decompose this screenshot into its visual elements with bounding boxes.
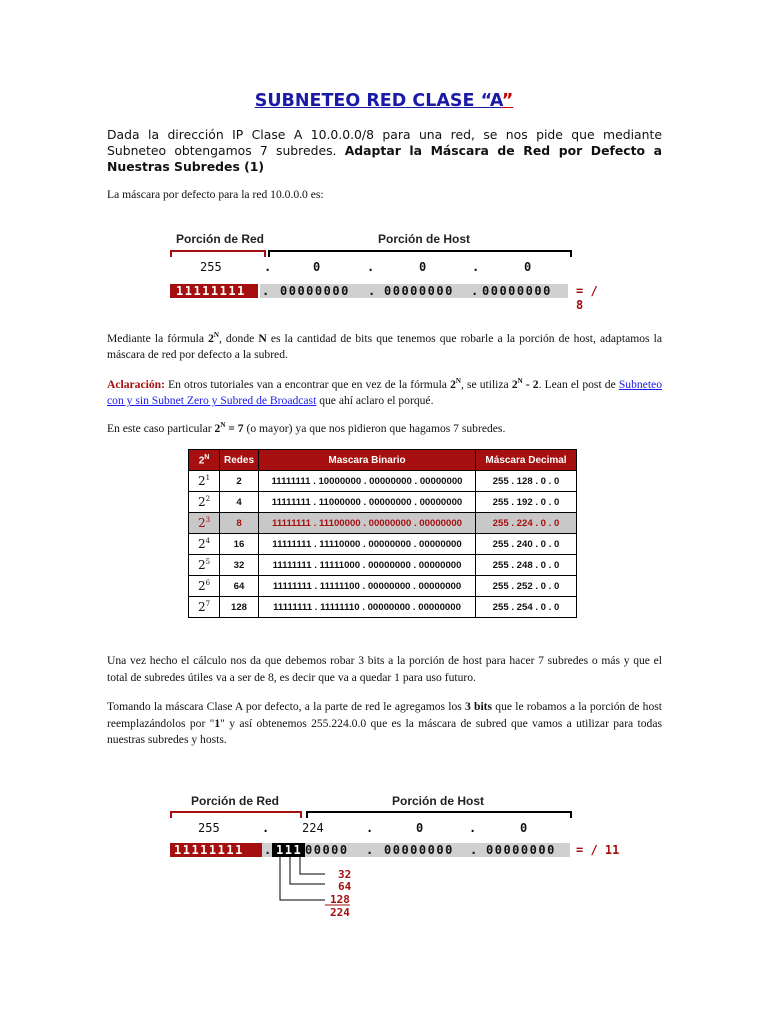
power-cell: $2^3$ [189, 513, 220, 534]
sum-value-128: 128 [330, 893, 350, 906]
cidr-label: = / 8 [576, 284, 598, 312]
redes-cell: 64 [220, 576, 259, 597]
octet-3: 0 [419, 260, 427, 274]
binary-octet-3: 00000000 [384, 843, 454, 857]
binary-octet-4: 00000000 [482, 284, 552, 298]
decimal-cell: 255 . 240 . 0 . 0 [476, 534, 577, 555]
binario-cell: 11111111 . 11111000 . 00000000 . 00000000 [259, 555, 476, 576]
decimal-cell: 255 . 248 . 0 . 0 [476, 555, 577, 576]
power-cell: $2^7$ [189, 597, 220, 618]
dot: . [471, 284, 479, 298]
cidr-label: = / 11 [576, 843, 620, 857]
power-cell: $2^4$ [189, 534, 220, 555]
red-bracket [170, 250, 266, 257]
dot: . [264, 843, 272, 857]
header-binario: Mascara Binario [259, 450, 476, 471]
octet-4: 0 [520, 821, 528, 835]
binario-cell: 11111111 . 11100000 . 00000000 . 00000000 [259, 513, 476, 534]
mask-table [188, 449, 577, 618]
binary-octet-3: 00000000 [384, 284, 454, 298]
table-row [189, 534, 577, 555]
table-row [189, 513, 577, 534]
dot: . [368, 284, 376, 298]
dot: . [367, 260, 375, 274]
sum-value-32: 32 [338, 868, 352, 881]
octet-1: 255 [198, 821, 220, 835]
redes-cell: 16 [220, 534, 259, 555]
octet-2: 224 [302, 821, 324, 835]
binary-octet-4: 00000000 [486, 843, 556, 857]
binario-cell: 11111111 . 11000000 . 00000000 . 00000000 [259, 492, 476, 513]
redes-cell: 4 [220, 492, 259, 513]
power-cell: $2^6$ [189, 576, 220, 597]
calc-paragraph: Una vez hecho el cálculo nos da que debemos robar 3 bits a la porción de host para hacer 7 subredes o más y que el total de subredes útiles va a ser de 8, es decir que va a quedar 1 para uso futuro. [107, 654, 662, 684]
octet-3: 0 [416, 821, 424, 835]
redes-cell: 32 [220, 555, 259, 576]
sum-value-224: 224 [330, 906, 350, 919]
red-portion-label: Porción de Red [176, 232, 265, 246]
binario-cell: 11111111 . 11111110 . 00000000 . 00000000 [259, 597, 476, 618]
power-cell: $2^5$ [189, 555, 220, 576]
binario-cell: 11111111 . 11111100 . 00000000 . 00000000 [259, 576, 476, 597]
host-portion-label: Porción de Host [392, 794, 485, 808]
octet-2: 0 [313, 260, 321, 274]
redes-cell: 2 [220, 471, 259, 492]
binary-octet-2-rest: 00000 [305, 843, 349, 857]
header-power: $2^N$ [189, 450, 220, 471]
decimal-cell: 255 . 252 . 0 . 0 [476, 576, 577, 597]
mask-diagram-default [170, 230, 610, 310]
octet-4: 0 [524, 260, 532, 274]
host-portion-label: Porción de Host [378, 232, 471, 246]
aclaracion-paragraph: Aclaración: En otros tutoriales van a encontrar que en vez de la fórmula $2^N$, se utiliza $2^N - 2$. Lean el post de Subneteo con y sin Subnet Zero y Subred de Broadcast que ahí aclaro el porqué. [107, 377, 662, 408]
tomando-paragraph: Tomando la máscara Clase A por defecto, a la parte de red le agregamos los 3 bits que le robamos a la porción de host reemplazándolos por "1" y así obtenemos 255.224.0.0 que es la máscara de subred que vamos a utilizar para todas nuestras subredes y hosts. [107, 700, 662, 746]
page-title: SUBNETEO RED CLASE “A” [254, 91, 514, 111]
dot: . [366, 821, 374, 835]
intro-paragraph: Dada la dirección IP Clase A 10.0.0.0/8 para una red, se nos pide que mediante Subneteo obtengamos 7 subredes. Adaptar la Máscara de Red por Defecto a Nuestras Subredes (1) [107, 127, 662, 174]
host-bracket [306, 811, 572, 818]
table-row [189, 576, 577, 597]
dot: . [262, 821, 270, 835]
redes-cell: 8 [220, 513, 259, 534]
power-cell: $2^2$ [189, 492, 220, 513]
decimal-cell: 255 . 192 . 0 . 0 [476, 492, 577, 513]
red-bracket [170, 811, 302, 818]
header-redes: Redes [220, 450, 259, 471]
dot: . [470, 843, 478, 857]
table-row [189, 597, 577, 618]
dot: . [262, 284, 270, 298]
octet-1: 255 [200, 260, 222, 274]
mask-diagram-subnet [170, 792, 620, 922]
host-bracket [268, 250, 572, 257]
sum-value-64: 64 [338, 880, 352, 893]
dot: . [264, 260, 272, 274]
decimal-cell: 255 . 254 . 0 . 0 [476, 597, 577, 618]
table-row [189, 555, 577, 576]
formula-paragraph: Mediante la fórmula $2^N$, donde N es la cantidad de bits que tenemos que robarle a la porción de host, adaptamos la máscara de red por defecto a la subred. [107, 331, 663, 362]
mask-table-container [188, 449, 577, 618]
subneteo-link[interactable]: Subneteo con y sin Subnet Zero y Subred de Broadcast [107, 377, 662, 408]
power-cell: $2^1$ [189, 471, 220, 492]
decimal-cell: 255 . 224 . 0 . 0 [476, 513, 577, 534]
case-line: En este caso particular $2^N = 7$ (o mayor) ya que nos pidieron que hagamos 7 subredes. [107, 421, 506, 435]
binary-octet-2: 00000000 [280, 284, 350, 298]
header-decimal: Máscara Decimal [476, 450, 577, 471]
dot: . [472, 260, 480, 274]
binario-cell: 11111111 . 10000000 . 00000000 . 00000000 [259, 471, 476, 492]
default-mask-line: La máscara por defecto para la red 10.0.0.0 es: [107, 188, 324, 201]
binario-cell: 11111111 . 11110000 . 00000000 . 00000000 [259, 534, 476, 555]
dot: . [469, 821, 477, 835]
redes-cell: 128 [220, 597, 259, 618]
red-portion-label: Porción de Red [191, 794, 280, 808]
binary-octet-1: 11111111 [174, 843, 244, 857]
table-row [189, 492, 577, 513]
dot: . [366, 843, 374, 857]
decimal-cell: 255 . 128 . 0 . 0 [476, 471, 577, 492]
binary-octet-1: 11111111 [176, 284, 246, 298]
stolen-bits: 111 [276, 843, 303, 857]
table-header-row [189, 450, 577, 471]
table-row [189, 471, 577, 492]
